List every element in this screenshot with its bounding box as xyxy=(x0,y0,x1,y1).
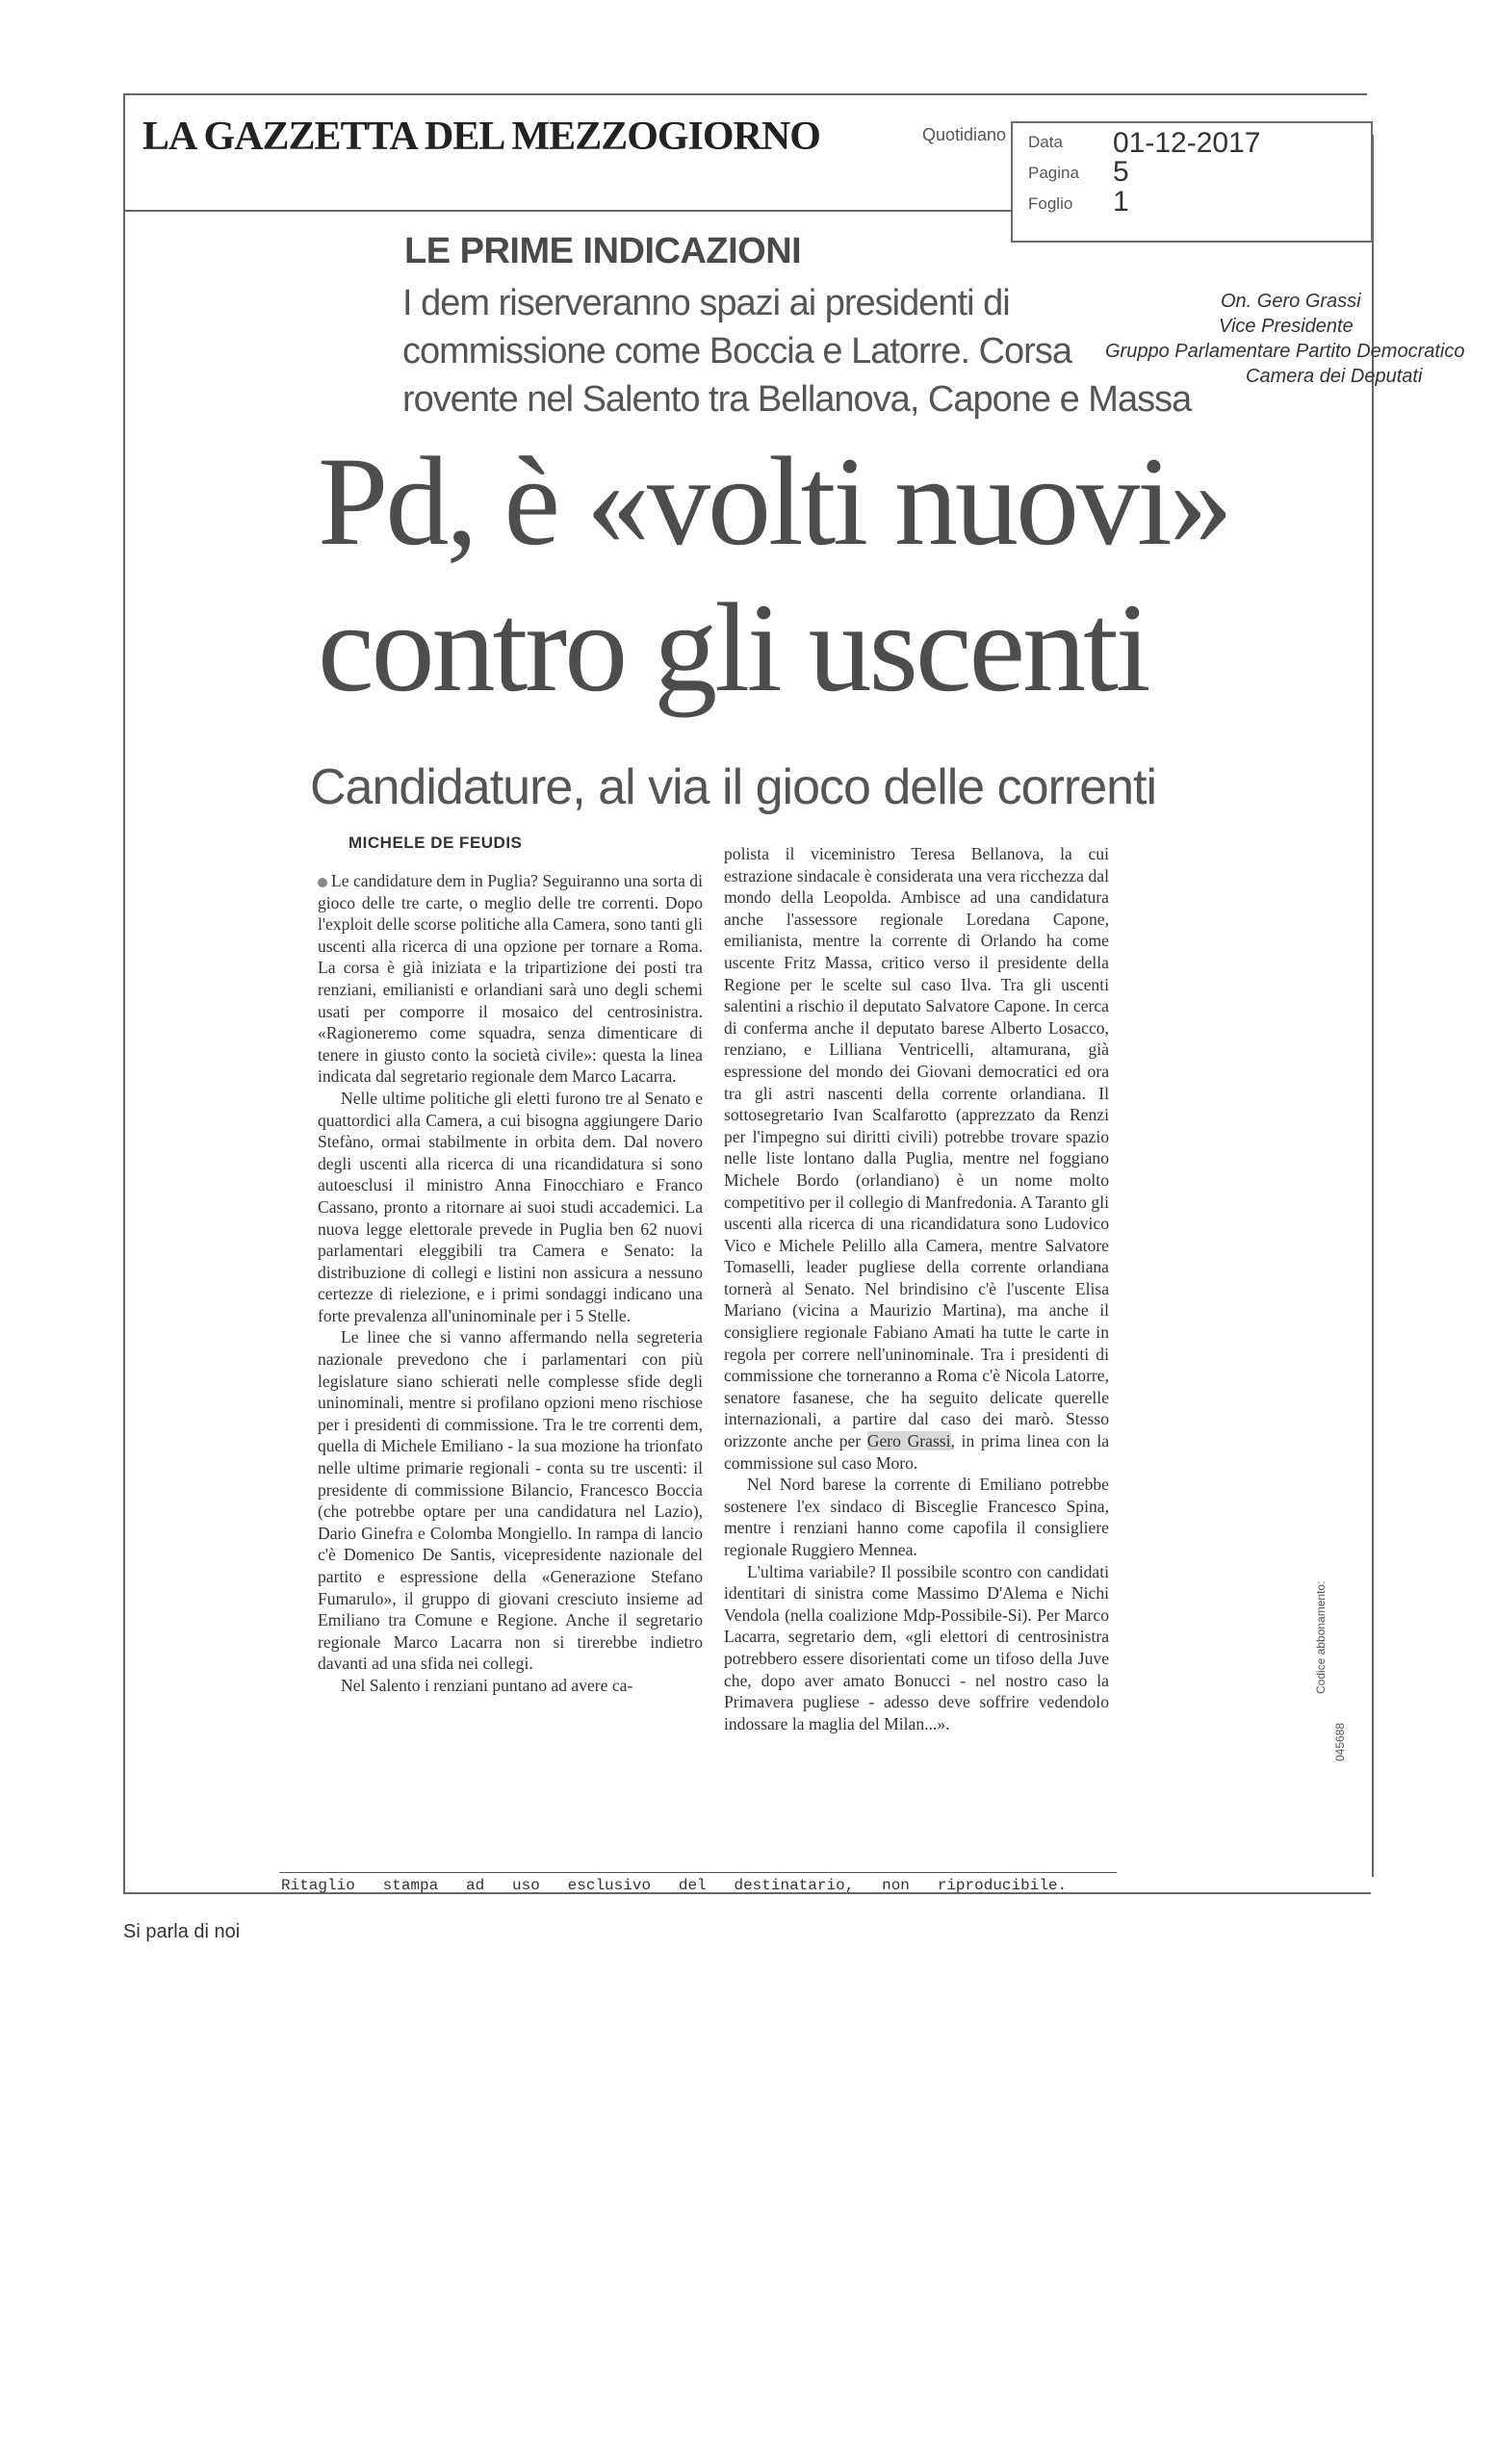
stamp-chamber: Camera dei Deputati xyxy=(1246,366,1423,387)
pagina-value: 5 xyxy=(1113,156,1129,188)
pagina-label: Pagina xyxy=(1028,164,1079,182)
article-headline xyxy=(318,428,1230,721)
data-value: 01-12-2017 xyxy=(1113,127,1261,159)
newspaper-masthead: LA GAZZETTA DEL MEZZOGIORNO xyxy=(142,115,820,159)
data-label: Data xyxy=(1028,133,1063,151)
article-kicker: LE PRIME INDICAZIONI xyxy=(404,231,802,271)
paragraph: polista il viceministro Teresa Bellanova, la cui estrazione sindacale è considerata una vera ricchezza dal mondo della Leopolda. Ambisce ad una candidatura anche l'assessore regionale Loredana Capone, emilianista, mentre la corrente di Orlando ha come uscente Fritz Massa, critico verso il presidente della Regione per le scelte sul caso Ilva. Tra gli uscenti salentini a rischio il deputato Salvatore Capone. In cerca di conferma anche il deputato barese Alberto Losacco, renziano, e Lilliana Ventricelli, altamurana, già espressione del mondo dei Giovani democratici ed ora tra gli astri nascenti della corrente orlandiana. Il sottosegretario Ivan Scalfarotto (apprezzato da Renzi per l'impegno sui diritti civili) potrebbe trovare spazio nelle liste lontano dalla Puglia, mentre nel foggiano Michele Bordo (orlandiano) è un nome molto competitivo per il collegio di Manfredonia. A Taranto gli uscenti alla ricerca di una ricandidatura sono Ludovico Vico e Michele Pelillo alla Camera, mentre Salvatore Tomaselli, leader pugliese della corrente orlandiana tornerà al Senato. Nel brindisino c'è l'uscente Elisa Mariano (vicina a Maurizio Martina), ma anche il consigliere regionale Fabiano Amati ha tutte le carte in regola per correre nell'uninominale. Tra i presidenti di commissione che torneranno a Roma c'è Nicola Latorre, senatore fasanese, che ha seguito delicate querelle internazionali, a partire dal caso dei marò. Stesso orizzonte anche per Gero Grassi, in prima linea con la commissione sul caso Moro. xyxy=(724,844,1110,1473)
frame-left-rule xyxy=(123,93,125,1893)
highlighted-name: Gero Grassi xyxy=(866,1431,951,1451)
article-byline: MICHELE DE FEUDIS xyxy=(348,834,523,852)
paragraph: Le linee che si vanno affermando nella segreteria nazionale prevedono che i parlamentari con più legislature siano schierati nelle complesse sfide degli uninominali, mentre si profilano opzioni meno rischiose per i presidenti di commissione. Tra le tre correnti dem, quella di Michele Emiliano - la sua mozione ha trionfato nelle ultime primarie regionali - conta su tre uscenti: il presidente di commissione Bilancio, Francesco Boccia (che potrebbe optare per una candidatura nel Lazio), Dario Ginefra e Colomba Mongiello. In rampa di lancio c'è Domenico De Santis, vicepresidente nazionale del partito e espressione della «Generazione Stefano Fumarulo», il gruppo di giovani cresciuto insieme ad Emiliano tra Comune e Regione. Anche il segretario regionale Marco Lacarra non si tirerebbe indietro davanti ad una sfida nei collegi. xyxy=(318,1327,703,1674)
headline-line: Pd, è «volti nuovi» xyxy=(318,430,1230,572)
subscription-code-label: Codice abbonamento: xyxy=(1314,1580,1328,1694)
section-label: Si parla di noi xyxy=(123,1921,241,1942)
paragraph: Nelle ultime politiche gli eletti furono tre al Senato e quattordici alla Camera, a cui bisogna aggiungere Dario Stefàno, ormai stabilmente in orbita dem. Dal novero degli uscenti alla ricerca di una ricandidatura si sono autoesclusi il ministro Anna Finocchiaro e Franco Cassano, pronto a ritornare ai suoi studi accademici. La nuova legge elettorale prevede in Puglia ben 62 nuovi parlamentari eleggibili tra Camera e Senato: la distribuzione di collegi e listini non assicura a nessuno certezze di rielezione, e i primi sondaggi indicano una forte prevalenza all'uninominale per i 5 Stelle. xyxy=(318,1088,703,1325)
stamp-name: On. Gero Grassi xyxy=(1221,291,1361,312)
frame-top-rule xyxy=(125,93,1367,95)
article-subhead: Candidature, al via il gioco delle correnti xyxy=(310,759,1157,815)
foglio-value: 1 xyxy=(1113,186,1129,218)
bullet-icon xyxy=(318,878,327,887)
reproduction-disclaimer: Ritaglio stampa ad uso esclusivo del destinatario, non riproducibile. xyxy=(281,1877,1068,1894)
deck-line: rovente nel Salento tra Bellanova, Capone e Massa xyxy=(402,379,1192,420)
subscription-code: 045688 xyxy=(1333,1722,1347,1761)
article-deck xyxy=(402,279,1192,424)
footer-rule xyxy=(279,1872,1117,1873)
paragraph: Nel Salento i renziani puntano ad avere ca- xyxy=(341,1675,633,1695)
deck-line: I dem riserveranno spazi ai presidenti di xyxy=(402,283,1010,323)
publication-type: Quotidiano xyxy=(922,125,1007,144)
article-column-2 xyxy=(724,843,1109,1734)
header-divider xyxy=(125,210,1011,212)
frame-right-rule xyxy=(1372,135,1374,1877)
headline-line: contro gli uscenti xyxy=(318,577,1148,718)
stamp-group: Gruppo Parlamentare Partito Democratico xyxy=(1105,341,1465,362)
foglio-label: Foglio xyxy=(1028,194,1073,213)
stamp-role: Vice Presidente xyxy=(1219,316,1354,337)
paragraph: Nel Nord barese la corrente di Emiliano potrebbe sostenere l'ex sindaco di Bisceglie Francesco Spina, mentre i renziani hanno come capofila il consigliere regionale Ruggiero Mennea. xyxy=(724,1475,1109,1559)
paragraph: L'ultima variabile? Il possibile scontro con candidati identitari di sinistra come Massimo D'Alema e Nichi Vendola (nella coalizione Mdp-Possibile-Si). Per Marco Lacarra, segretario dem, «gli elettori di centrosinistra potrebbero essere disorientati come un tifoso della Juve che, dopo aver amato Bonucci - nel nostro caso la Primavera pugliese - adesso deve soffrire vedendolo indossare la maglia del Milan...». xyxy=(724,1561,1109,1733)
deck-line: commissione come Boccia e Latorre. Corsa xyxy=(402,331,1071,372)
article-column-1 xyxy=(318,870,703,1697)
paragraph: Le candidature dem in Puglia? Seguiranno una sorta di gioco delle tre carte, o meglio delle tre correnti. Dopo l'exploit delle scorse politiche alla Camera, sono tanti gli uscenti alla ricerca di una opzione per tornare a Roma. La corsa è già iniziata e la tripartizione dei posti tra renziani, emilianisti e orlandiani sarà uno degli schemi usati per comporre il mosaico del centrosinistra. «Ragioneremo come squadra, senza dimenticare di tenere in giusto conto la società civile»: questa la linea indicata dal segretario regionale dem Marco Lacarra. xyxy=(318,871,703,1087)
